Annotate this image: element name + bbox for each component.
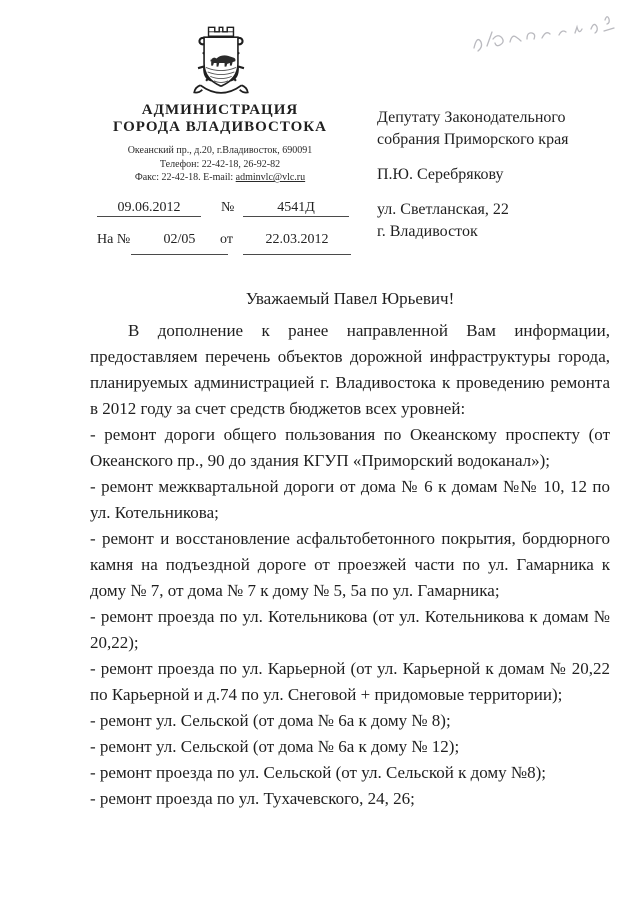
letterhead-email: adminvlc@vlc.ru	[235, 172, 306, 183]
letterhead-phone: Телефон: 22-42-18, 26-92-82	[159, 158, 281, 170]
intro-paragraph: В дополнение к ранее направленной Вам информации, предоставляем перечень объектов дорожной инфраструктуры города, планируемых администрацией г. Владивостока к проведению ремонта в 2012 году за счет средств бюджетов всех уровней:	[90, 321, 610, 418]
recipient-title-line1: Депутату Законодательного	[377, 109, 566, 126]
list-item: - ремонт межквартальной дороги от дома № 6 к домам №№ 10, 12 по ул. Котельникова;	[90, 477, 610, 522]
org-name-line2: ГОРОДА ВЛАДИВОСТОКА	[112, 119, 328, 135]
recipient-name: П.Ю. Серебрякову	[377, 166, 504, 183]
list-item: - ремонт дороги общего пользования по Океанскому проспекту (от Океанского пр., 90 до здания КГУП «Приморский водоканал»);	[90, 425, 610, 470]
letter-body	[90, 286, 610, 812]
list-item: - ремонт проезда по ул. Тухачевского, 24, 26;	[90, 789, 415, 808]
outgoing-number-field: 4541Д	[243, 200, 349, 217]
list-item: - ремонт проезда по ул. Котельникова (от ул. Котельникова к домам № 20,22);	[90, 607, 610, 652]
letterhead-address: Океанский пр., д.20, г.Владивосток, 690091	[127, 145, 313, 156]
recipient-address-line1: ул. Светланская, 22	[377, 201, 509, 218]
list-item: - ремонт проезда по ул. Сельской (от ул. Сельской к дому №8);	[90, 763, 547, 782]
letterhead-fax-email	[80, 171, 360, 185]
handwritten-annotation	[462, 8, 632, 63]
incoming-date-field: 22.03.2012	[243, 232, 351, 255]
number-sign-label: №	[221, 200, 235, 215]
list-item: - ремонт проезда по ул. Карьерной (от ул. Карьерной к домам № 20,22 по Карьерной и д.74 по ул. Снеговой + придомовые территории);	[90, 659, 610, 704]
letterhead-contacts	[80, 144, 360, 185]
recipient-block	[377, 107, 617, 243]
incoming-number-field: 02/05	[131, 232, 228, 255]
outgoing-date-field: 09.06.2012	[97, 200, 201, 217]
recipient-title-line2: собрания Приморского края	[377, 131, 569, 148]
org-name-line1: АДМИНИСТРАЦИЯ	[141, 102, 299, 118]
letterhead-org-name	[80, 102, 360, 136]
na-number-label: На №	[97, 232, 131, 247]
vladivostok-coat-of-arms-icon	[176, 22, 266, 104]
recipient-address-line2: г. Владивосток	[377, 223, 478, 240]
fax-email-prefix: Факс: 22-42-18. E-mail:	[134, 172, 236, 183]
ot-label: от	[220, 232, 233, 247]
list-item: - ремонт и восстановление асфальтобетонного покрытия, бордюрного камня на подъездной дороге от проезжей части по ул. Гамарника к дому № 7, от дома № 7 к дому № 5, 5а по ул. Гамарника;	[90, 529, 610, 600]
salutation: Уважаемый Павел Юрьевич!	[245, 289, 455, 308]
list-item: - ремонт ул. Сельской (от дома № 6а к дому № 8);	[90, 711, 451, 730]
list-item: - ремонт ул. Сельской (от дома № 6а к дому № 12);	[90, 737, 460, 756]
